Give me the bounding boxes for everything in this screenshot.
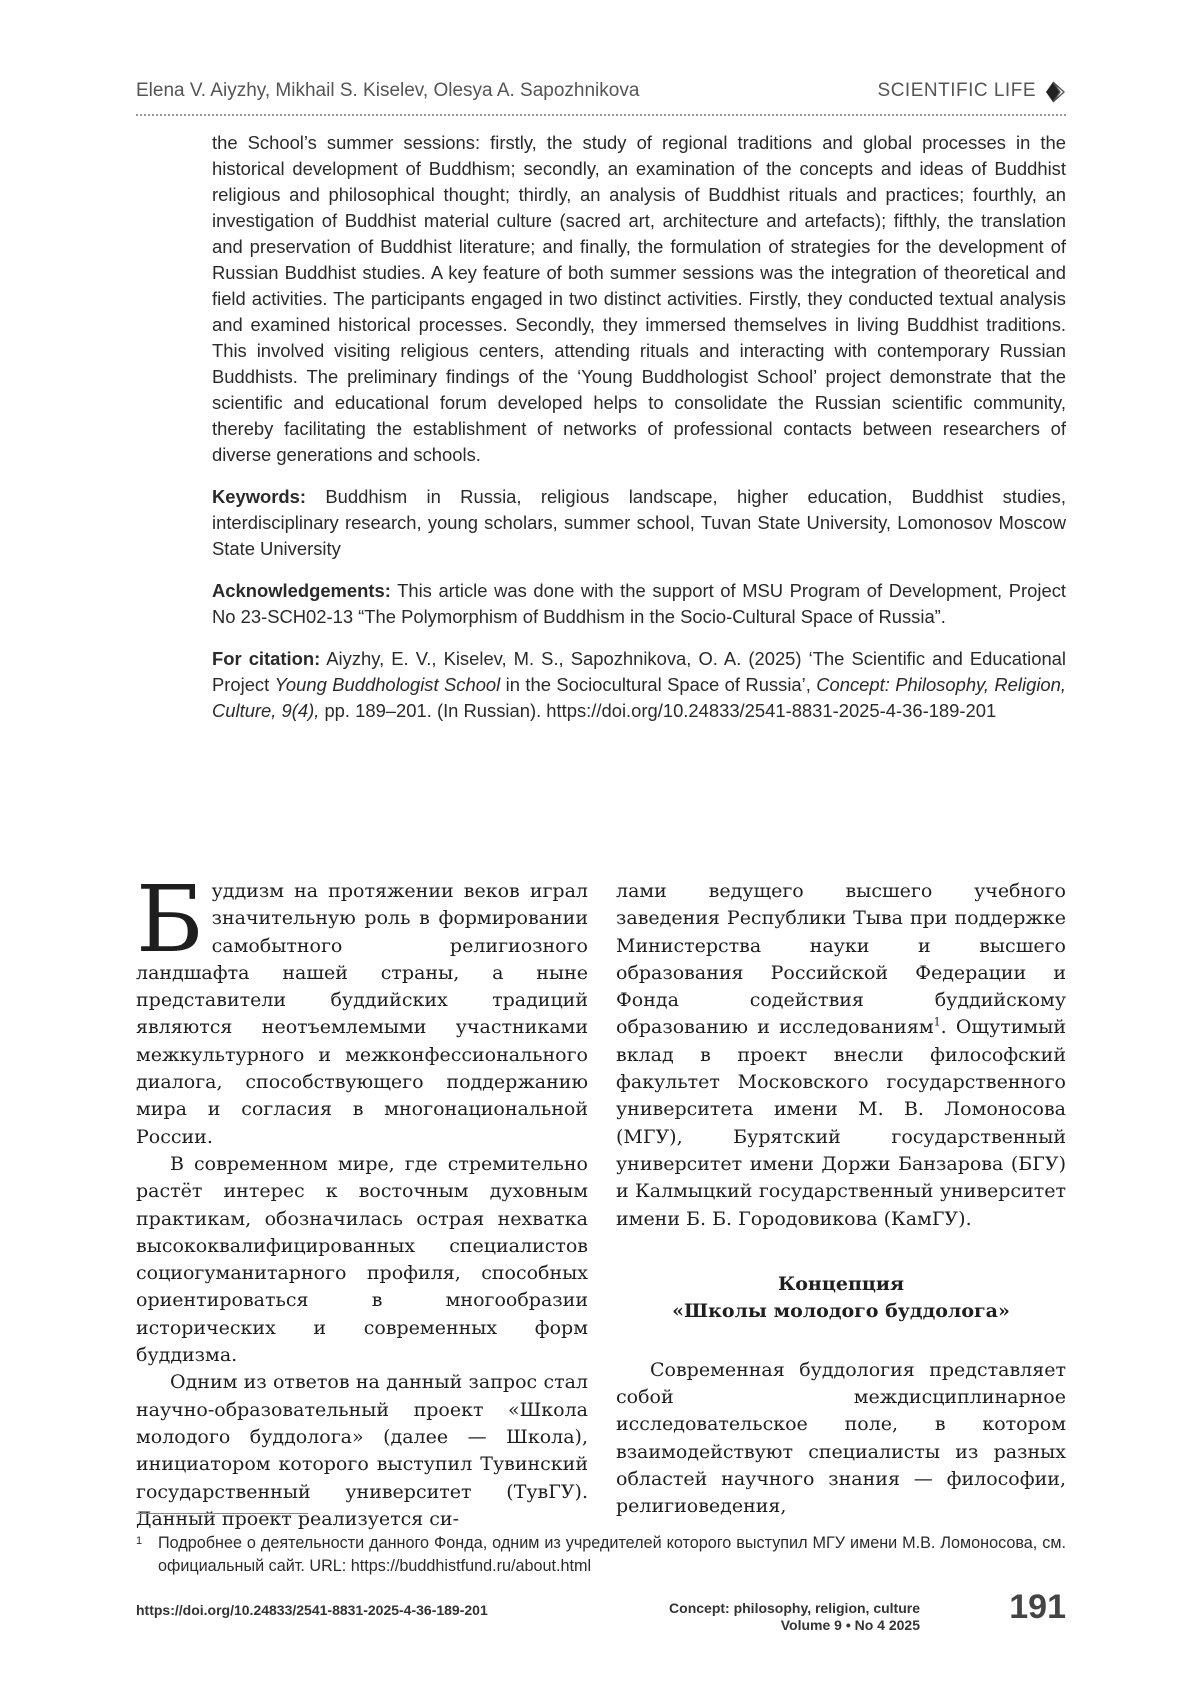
diamond-arrow-icon <box>1040 80 1066 104</box>
keywords <box>212 484 1066 562</box>
footer-doi-link[interactable]: https://doi.org/10.24833/2541-8831-2025-4-36-189-201 <box>136 1602 488 1618</box>
footnote-number: 1 <box>136 1535 143 1547</box>
acknowledgements <box>212 578 1066 630</box>
drop-cap: Б <box>136 866 204 973</box>
footer-journal <box>600 1600 920 1634</box>
paragraph-4-text-b: . Ощутимый вклад в проект внесли философский факультет Московского государственного университета имени М. В. Ломоносова (МГУ), Бурятский государственный университет имени Доржи Банзарова (БГУ) и Калмыцкий государственный университет имени Б. Б. Городовикова (КамГУ). <box>616 1016 1066 1230</box>
cite-title: Young Buddhologist School <box>274 674 501 695</box>
ack-label: Acknowledgements: <box>212 580 391 601</box>
ack-text: This article was done with the support of MSU Program of Development, Project No 23-SCH02-13 “The Polymorphism of Buddhism in the Socio-Cultural Space of Russia”. <box>212 580 1067 627</box>
body-column-right <box>616 878 1066 1521</box>
cite-label: For citation: <box>212 648 321 669</box>
abstract-text: the School’s summer sessions: firstly, the study of regional traditions and global processes in the historical development of Buddhism; secondly, an examination of the concepts and ideas of Buddhist religious and philosophical thought; thirdly, an analysis of Buddhist rituals and practices; fourthly, an investigation of Buddhist material culture (sacred art, architecture and artefacts); fifthly, the translation and preservation of Buddhist literature; and finally, the formulation of strategies for the development of Russian Buddhist studies. A key feature of both summer sessions was the integration of theoretical and field activities. The participants engaged in two distinct activities. Firstly, they conducted textual analysis and examined historical processes. Secondly, they immersed themselves in living Buddhist traditions. This involved visiting religious centers, attending rituals and interacting with contemporary Russian Buddhists. The preliminary findings of the ‘Young Buddhologist School’ project demonstrate that the scientific and educational forum developed helps to consolidate the Russian scientific community, thereby facilitating the establishment of networks of professional contacts between researchers of diverse generations and schools. <box>212 132 1066 465</box>
cite-pre: Aiyzhy, E. V., Kiselev, M. S., Sapozhnikova, O. A. (2025) ‘The Scientific and Educational Project <box>212 648 1066 695</box>
cite-mid: in the Sociocultural Space of Russia’, <box>505 674 811 695</box>
footer-journal-name: Concept: philosophy, religion, culture <box>669 1600 920 1616</box>
section-heading <box>616 1271 1066 1325</box>
section-heading-line2: «Школы молодого буддолога» <box>672 1299 1010 1322</box>
body-column-left <box>136 866 588 1533</box>
abstract-block <box>212 130 1066 740</box>
citation <box>212 646 1066 724</box>
paragraph-5: Современная буддология представляет собой междисциплинарное исследовательское поле, в котором взаимодействуют специалисты из разных областей научного знания — философии, религиоведения, <box>616 1358 1066 1518</box>
paragraph-1-text: уддизм на протяжении веков играл значительную роль в формировании самобытного религиозного ландшафта нашей страны, а ныне представители буддийских традиций являются неотъемлемыми участниками межкультурного и межконфессионального диалога, способствующего поддержанию мира и согласия в многонациональной России. <box>136 880 588 1148</box>
section-heading-line1: Концепция <box>777 1272 905 1295</box>
paragraph-2: В современном мире, где стремительно растёт интерес к восточным духовным практикам, обозначилась острая нехватка высококвалифицированных специалистов социогуманитарного профиля, способных ориентироваться в многообразии исторических и современных форм буддизма. <box>136 1152 588 1367</box>
header-section: SCIENTIFIC LIFE <box>877 80 1036 101</box>
paragraph-1 <box>136 866 588 1151</box>
footnote-text: Подробнее о деятельности данного Фонда, одним из учредителей которого выступил МГУ имени М.В. Ломоносова, см. официальный сайт. URL: https://buddhistfund.ru/about.html <box>158 1534 1066 1575</box>
footnote-divider <box>136 1513 308 1514</box>
footnote-ref[interactable]: 1 <box>933 1016 941 1030</box>
header-authors: Elena V. Aiyzhy, Mikhail S. Kiselev, Olesya A. Sapozhnikova <box>136 80 640 101</box>
paragraph-4-text-a: лами ведущего высшего учебного заведения Республики Тыва при поддержке Министерства науки и высшего образования Российской Федерации и Фонда содействия буддийскому образованию и исследованиям <box>616 880 1066 1039</box>
cite-journal: Concept: Philosophy, Religion, Culture, 9(4), <box>212 674 1066 721</box>
footnote <box>136 1532 1066 1578</box>
keywords-label: Keywords: <box>212 486 307 507</box>
paragraph-4 <box>616 878 1066 1233</box>
running-header <box>136 72 1066 116</box>
cite-post: pp. 189–201. (In Russian). https://doi.org/10.24833/2541-8831-2025-4-36-189-201 <box>324 700 997 721</box>
page-number: 191 <box>1009 1588 1066 1626</box>
keywords-text: Buddhism in Russia, religious landscape, higher education, Buddhist studies, interdisciplinary research, young scholars, summer school, Tuvan State University, Lomonosov Moscow State University <box>212 486 1066 559</box>
paragraph-3: Одним из ответов на данный запрос стал научно-образовательный проект «Школа молодого буддолога» (далее — Школа), инициатором которого выступил Тувинский государственный университет (ТувГУ). Данный проект реализуется си- <box>136 1371 588 1530</box>
footer-volume: Volume 9 • No 4 2025 <box>780 1617 920 1633</box>
